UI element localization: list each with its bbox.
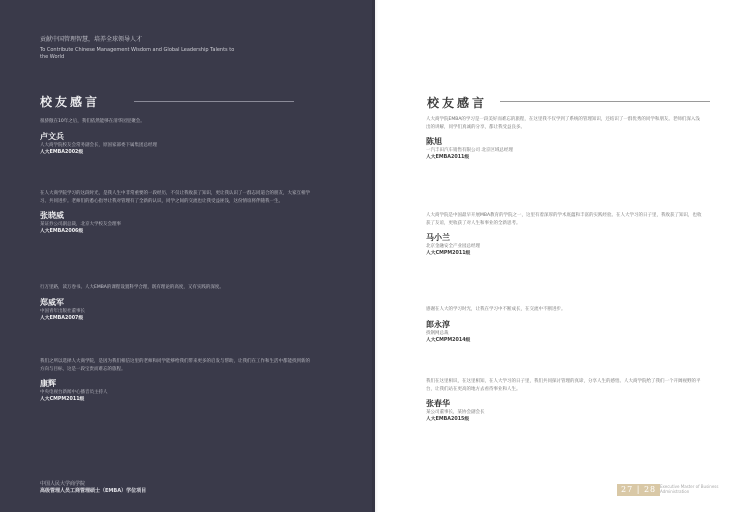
testimonial-block (426, 378, 703, 424)
testimonial-block (40, 190, 312, 236)
intro-paragraph: 很骄傲在10年之后，我们依然能够在清华园里聚会。 (40, 119, 145, 124)
testimonial-text: 人大商学院是中国最早开展MBA教育的学院之一，这里有着深厚的学术底蕴和丰富的实践经验。在人大学习的日子里，我收获了知识，也收获了友谊，更收获了对人生和事业的全新思考。 (426, 213, 702, 226)
title-rule (134, 101, 294, 102)
alumni-name: 张春华 (426, 399, 450, 408)
alumni-class: 人大EMBA2011级 (426, 155, 470, 160)
page-number-badge: 27 | 28 (617, 484, 660, 496)
testimonial-block (426, 116, 703, 162)
alumni-role: 北京金融安全产业园总经理 (426, 244, 480, 249)
right-page (375, 0, 750, 512)
alumni-role: 中国青年出版社董事长 (40, 308, 85, 314)
alumni-name: 郎永淳 (426, 319, 450, 329)
alumni-class: 人大EMBA2007级 (40, 315, 84, 321)
alumni-name: 卢文兵 (40, 131, 64, 141)
testimonial-text: 在人大商学院学习的这段时光，是我人生中非常重要的一段经历，不仅让我收获了知识，更让我认识了一群志同道合的朋友，大家互相学习、共同进步。老师们的悉心指导让我对管理有了全新的认识，同学之间的交流也让我受益匪浅，这份情谊将伴随我一生。 (40, 191, 310, 204)
book-gutter-shadow (372, 0, 378, 512)
testimonial-text: 行万里路，读万卷书。人大EMBA的课程设置科学合理，既有理论的高度，又有实践的深度。 (40, 285, 224, 290)
alumni-class: 人大EMBA2006级 (40, 229, 84, 234)
alumni-class: 人大CMPM2011级 (40, 397, 85, 402)
alumni-name: 张晓威 (40, 211, 64, 220)
testimonial-text: 感谢在人大的学习时光，让我在学习中不断成长，在交流中不断进步。 (426, 307, 566, 312)
testimonial-text: 我们之所以选择人大商学院，是因为我们相信这里的老师和同学能够给我们带来更多的启发与帮助，让我们在工作和生活中都能找到新的方向与目标，这是一段宝贵而难忘的旅程。 (40, 359, 310, 372)
alumni-role: 某公司董事长，某协会副会长 (426, 410, 485, 415)
testimonial-block (40, 284, 312, 323)
alumni-class: 人大CMPM2014级 (426, 337, 471, 343)
testimonial-text: 我们在这里相识，在这里相知，在人大学习的日子里，我们共同探讨管理的真谛，分享人生的感悟。人大商学院给了我们一个开阔视野的平台，让我们站在更高的地方去看待事业和人生。 (426, 379, 701, 392)
alumni-role: 找钢网总裁 (426, 330, 449, 336)
testimonial-block (40, 358, 312, 404)
alumni-role: 中央电视台新闻中心播音员主持人 (40, 390, 108, 395)
section-title: 校友感言 (40, 95, 101, 109)
banner (40, 36, 240, 61)
alumni-role: 一汽丰田汽车销售有限公司 北京区域总经理 (426, 148, 513, 153)
testimonial-block (426, 306, 703, 345)
alumni-role: 某证券公司副总裁，北京大学校友会理事 (40, 222, 121, 227)
banner-slogan-cn: 贡献中国管理智慧，培养全球领导人才 (40, 36, 143, 43)
alumni-role: 人大商学院校友会常务副会长，原国家部委下属集团总经理 (40, 142, 157, 148)
section-title: 校友感言 (427, 96, 488, 110)
alumni-name: 康辉 (40, 379, 56, 388)
testimonial-text: 人大商学院EMBA的学习是一段美好而难忘的旅程，在这里我不仅学到了系统的管理知识，还结识了一群优秀的同学和朋友。老师们深入浅出的讲解，同学们真诚的分享，都让我受益良多。 (426, 117, 700, 130)
banner-slogan-en: To Contribute Chinese Management Wisdom and Global Leadership Talents to the World (40, 47, 235, 60)
title-rule (500, 101, 710, 102)
alumni-class: 人大EMBA2015级 (426, 417, 470, 422)
footer-program (40, 481, 146, 495)
footer-school: 中国人民大学商学院 (40, 481, 86, 487)
program-english-name: Executive Master of Business Administration (660, 484, 719, 494)
alumni-class: 人大EMBA2002级 (40, 149, 84, 155)
alumni-class: 人大CMPM2011级 (426, 251, 471, 256)
testimonial-block (426, 212, 703, 258)
alumni-name: 陈旭 (426, 137, 442, 146)
alumni-name: 马小兰 (426, 233, 450, 242)
alumni-name: 郑威军 (40, 297, 64, 307)
footer-program-name: 高级管理人员工商管理硕士（EMBA）学位项目 (40, 488, 147, 494)
testimonial-block (40, 118, 312, 157)
